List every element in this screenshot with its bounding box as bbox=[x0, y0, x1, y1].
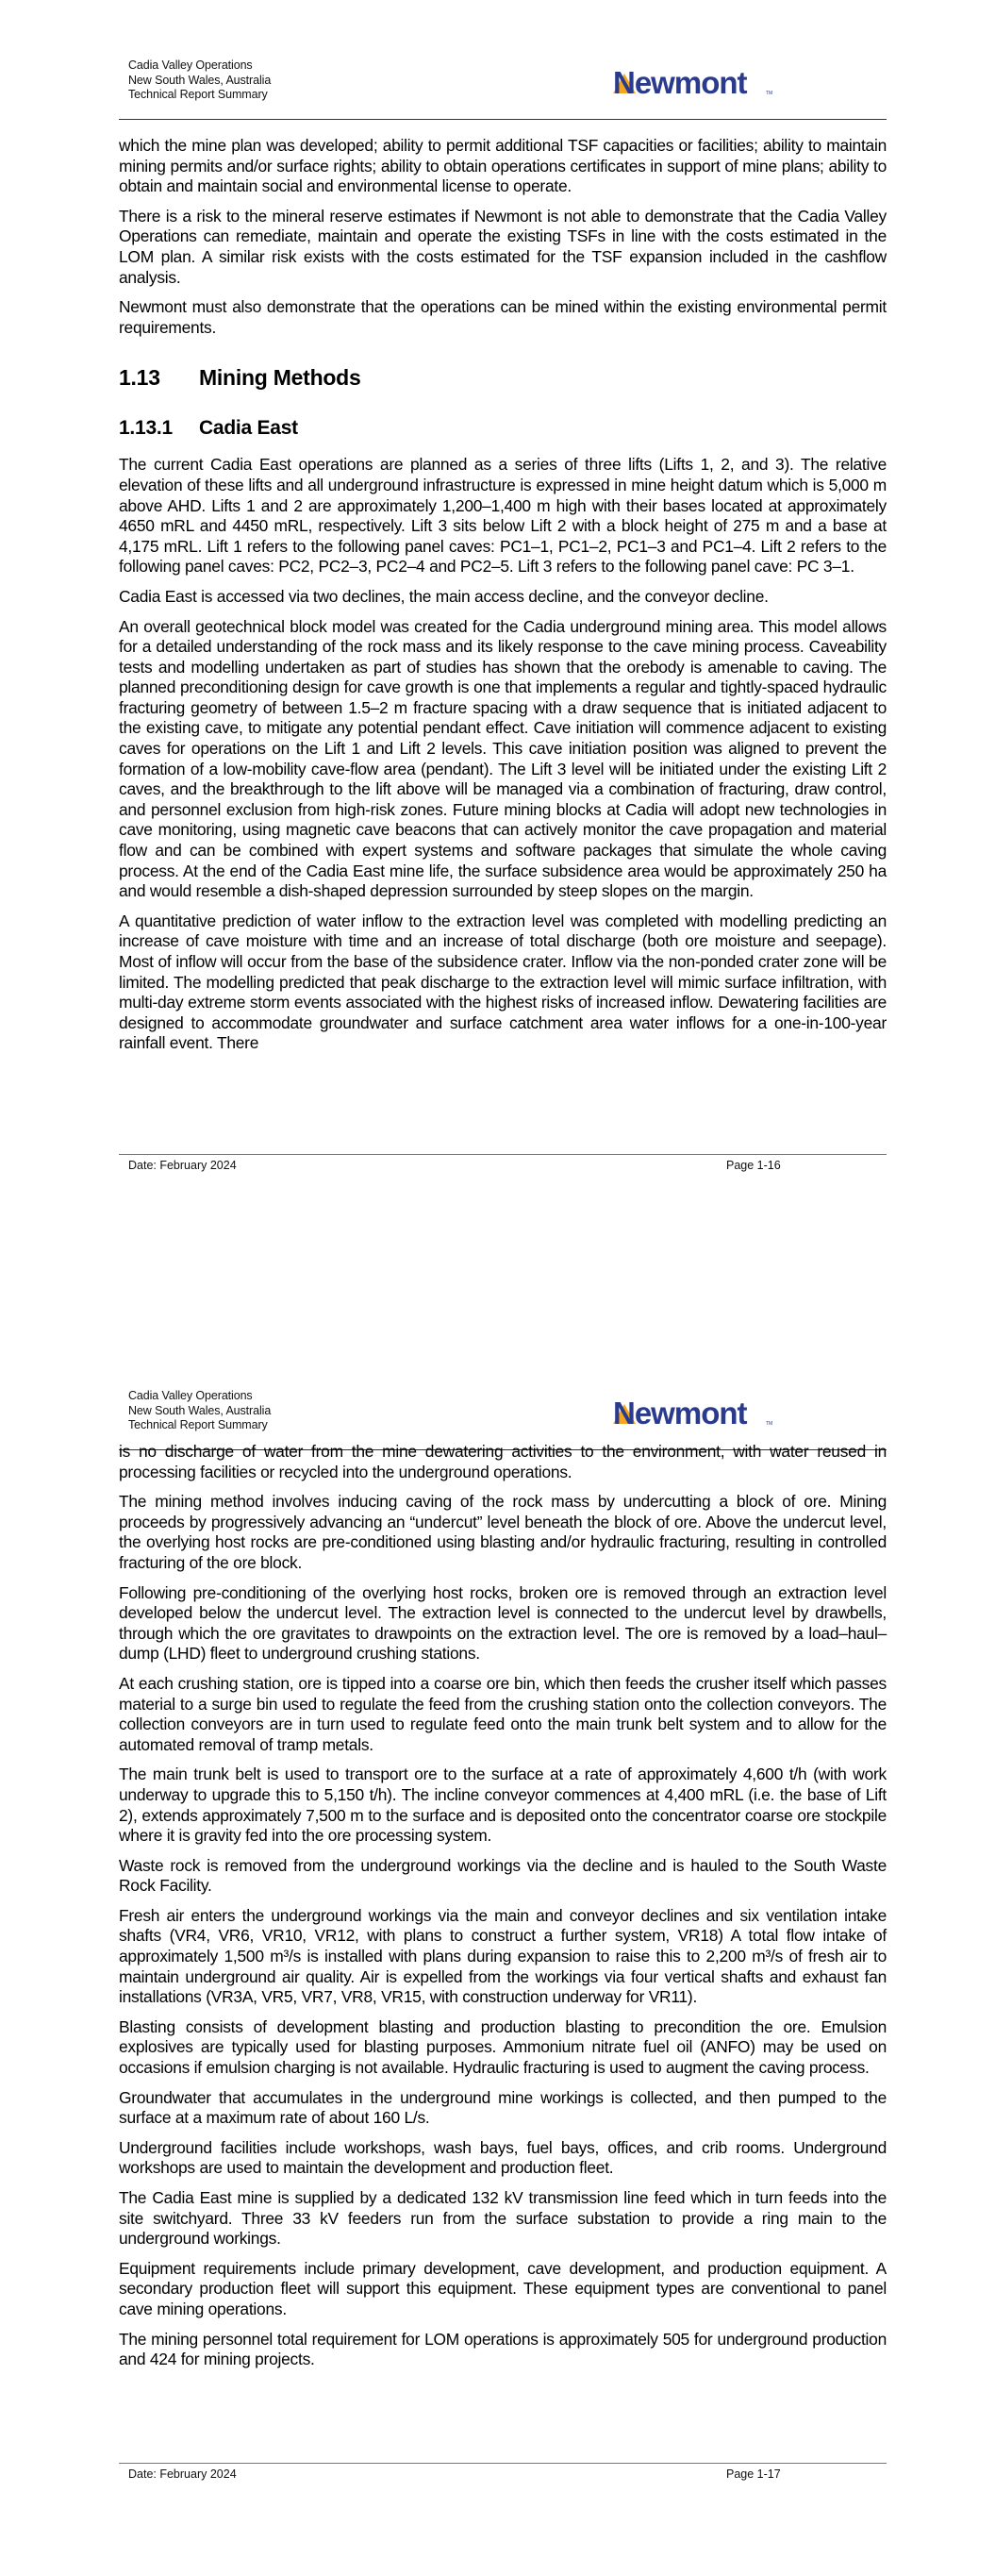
footer-date: Date: February 2024 bbox=[128, 2467, 237, 2481]
paragraph: Waste rock is removed from the underground workings via the decline and is hauled to the South Waste Rock Facility. bbox=[119, 1855, 887, 1896]
header-location: New South Wales, Australia bbox=[128, 73, 272, 87]
subsection-title: Cadia East bbox=[199, 417, 298, 440]
page-body bbox=[119, 136, 887, 1063]
document-page-1-17 bbox=[0, 1330, 995, 2576]
header-company: Cadia Valley Operations bbox=[128, 59, 253, 72]
header-report-type: Technical Report Summary bbox=[128, 88, 268, 101]
paragraph: The current Cadia East operations are planned as a series of three lifts (Lifts 1, 2, and 3). The relative elevation of these lifts and all underground infrastructure is expressed in mine height datum which is 5,000 m above AHD. Lifts 1 and 2 are approximately 1,200–1,400 m high with their bases located at approximately 4650 mRL and 4450 mRL, respectively. Lift 3 sits below Lift 2 with a block height of 275 m and a base at 4,175 mRL. Lift 1 refers to the following panel caves: PC1–1, PC1–2, PC1–3 and PC1–4. Lift 2 refers to the following panel caves: PC2, PC2–3, PC2–4 and PC2–5. Lift 3 refers to the following panel cave: PC 3–1. bbox=[119, 455, 887, 577]
page-header-text bbox=[128, 59, 271, 103]
paragraph: Underground facilities include workshops, wash bays, fuel bays, offices, and crib rooms. Underground workshops are used to maintain the development and production fleet. bbox=[119, 2137, 887, 2178]
footer-divider bbox=[119, 2463, 887, 2464]
footer-page-number: Page 1-16 bbox=[726, 1159, 781, 1172]
footer-divider bbox=[119, 1154, 887, 1155]
paragraph: Blasting consists of development blasting and production blasting to precondition the ore. Emulsion explosives are typically used for blasting purposes. Ammonium nitrate fuel oil (ANFO) may be used on occasions if emulsion charging is not available. Hydraulic fracturing is used to augment the caving process. bbox=[119, 2016, 887, 2078]
page-body bbox=[119, 1442, 887, 2380]
paragraph: At each crushing station, ore is tipped into a coarse ore bin, which then feeds the crusher itself which passes material to a surge bin used to regulate the feed from the crushing station onto the collection conveyors. The collection conveyors are in turn used to regulate feed onto the main trunk belt system and to allow for the automated removal of tramp metals. bbox=[119, 1673, 887, 1754]
subsection-heading bbox=[119, 410, 887, 447]
header-company: Cadia Valley Operations bbox=[128, 1389, 253, 1402]
document-page-1-16 bbox=[0, 0, 995, 1227]
section-heading bbox=[119, 359, 887, 396]
paragraph: which the mine plan was developed; ability to permit additional TSF capacities or facilities; ability to maintain mining permits and/or surface rights; ability to obtain operations certificates in support of mine plans; ability to obtain and maintain social and environmental license to operate. bbox=[119, 136, 887, 196]
paragraph: The Cadia East mine is supplied by a dedicated 132 kV transmission line feed which in turn feeds into the site switchyard. Three 33 kV feeders run from the surface substation to provide a ring main to the underground workings. bbox=[119, 2188, 887, 2249]
page-header-text bbox=[128, 1389, 271, 1433]
paragraph: Cadia East is accessed via two declines, the main access decline, and the conveyor decline. bbox=[119, 586, 769, 606]
paragraph: is no discharge of water from the mine dewatering activities to the environment, with water reused in processing facilities or recycled into the underground operations. bbox=[119, 1442, 887, 1481]
newmont-logo bbox=[609, 1393, 779, 1430]
paragraph: The mining personnel total requirement for LOM operations is approximately 505 for underground production and 424 for mining projects. bbox=[119, 2329, 887, 2369]
paragraph: Fresh air enters the underground workings via the main and conveyor declines and six ventilation intake shafts (VR4, VR6, VR10, VR12, with plans to construct a further system, VR18) A total flow intake of approximately 1,500 m³/s is installed with plans during expansion to raise this to 2,200 m³/s of fresh air to maintain underground air quality. Air is expelled from the workings via four vertical shafts and exhaust fan installations (VR3A, VR5, VR7, VR8, VR15, with construction underway for VR11). bbox=[119, 1905, 887, 2007]
paragraph: There is a risk to the mineral reserve estimates if Newmont is not able to demonstrate that the Cadia Valley Operations can remediate, maintain and operate the existing TSFs in line with the costs estimated in the LOM plan. A similar risk exists with the costs estimated for the TSF expansion included in the cashflow analysis. bbox=[119, 206, 887, 287]
logo-wordmark: Newmont bbox=[613, 1396, 747, 1430]
header-report-type: Technical Report Summary bbox=[128, 1418, 268, 1431]
paragraph: Newmont must also demonstrate that the operations can be mined within the existing environmental permit requirements. bbox=[119, 297, 887, 337]
paragraph: Groundwater that accumulates in the underground mine workings is collected, and then pumped to the surface at a maximum rate of about 160 L/s. bbox=[119, 2087, 887, 2128]
header-location: New South Wales, Australia bbox=[128, 1403, 272, 1417]
subsection-number: 1.13.1 bbox=[119, 417, 173, 440]
header-divider bbox=[119, 119, 887, 120]
paragraph: Following pre-conditioning of the overlying host rocks, broken ore is removed through an extraction level developed below the undercut level. The extraction level is connected to the undercut level by drawbells, through which the ore gravitates to drawpoints on the extraction level. The ore is removed by a load–haul–dump (LHD) fleet to underground crushing stations. bbox=[119, 1582, 887, 1664]
footer-date: Date: February 2024 bbox=[128, 1159, 237, 1172]
logo-wordmark: Newmont bbox=[613, 65, 747, 100]
logo-trademark: TM bbox=[766, 91, 773, 96]
newmont-logo bbox=[609, 62, 779, 100]
paragraph: The main trunk belt is used to transport ore to the surface at a rate of approximately 4,600 t/h (with work underway to upgrade this to 5,150 t/h). The incline conveyor commences at 4,400 mRL (i.e. the base of Lift 2), extends approximately 7,500 m to the surface and is deposited onto the concentrator coarse ore stockpile where it is gravity fed into the ore processing system. bbox=[119, 1765, 887, 1846]
section-number: 1.13 bbox=[119, 365, 160, 391]
footer-page-number: Page 1-17 bbox=[726, 2467, 781, 2481]
paragraph: Equipment requirements include primary development, cave development, and production equipment. A secondary production fleet will support this equipment. These equipment types are conventional to panel cave mining operations. bbox=[119, 2258, 887, 2318]
paragraph: The mining method involves inducing caving of the rock mass by undercutting a block of ore. Mining proceeds by progressively advancing an “undercut” level beneath the block of ore. Above the undercut level, the overlying host rocks are pre-conditioned using blasting and/or hydraulic fracturing, resulting in controlled fracturing of the ore block. bbox=[119, 1492, 887, 1572]
section-title: Mining Methods bbox=[199, 365, 361, 391]
paragraph: A quantitative prediction of water inflow to the extraction level was completed with modelling predicting an increase of cave moisture with time and an increase of total discharge (both ore moisture and seepage). Most of inflow will occur from the base of the subsidence crater. Inflow via the non-ponded crater zone will be limited. The modelling predicted that peak discharge to the extraction level will mimic surface infiltration, with multi-day extreme storm events associated with the highest risks of increased inflow. Dewatering facilities are designed to accommodate groundwater and surface catchment area water inflows for a one-in-100-year rainfall event. There bbox=[119, 911, 887, 1053]
logo-trademark: TM bbox=[766, 1421, 773, 1427]
paragraph: An overall geotechnical block model was created for the Cadia underground mining area. This model allows for a detailed understanding of the rock mass and its likely response to the cave mining process. Caveability tests and modelling undertaken as part of studies has shown that the orebody is amenable to caving. The planned preconditioning design for cave growth is one that implements a regular and tightly-spaced hydraulic fracturing geometry of between 1.5–2 m fracture spacing with a draw sequence that is initiated adjacent to the existing cave, to mitigate any potential pendant effect. Cave initiation will commence adjacent to existing caves for operations on the Lift 1 and Lift 2 levels. This cave initiation position was aligned to prevent the formation of a low-mobility cave-flow area (pendant). The Lift 3 level will be initiated under the existing Lift 2 caves, and the breakthrough to the lift above will be managed via a combination of fracturing, draw control, and personnel exclusion from high-risk zones. Future mining blocks at Cadia will adopt new technologies in cave monitoring, using magnetic cave beacons that can actively monitor the cave propagation and material flow and can be combined with expert systems and software packages that simulate the whole caving process. At the end of the Cadia East mine life, the surface subsidence area would be approximately 250 ha and would resemble a dish-shaped depression surrounded by steep slopes on the margin. bbox=[119, 616, 887, 901]
